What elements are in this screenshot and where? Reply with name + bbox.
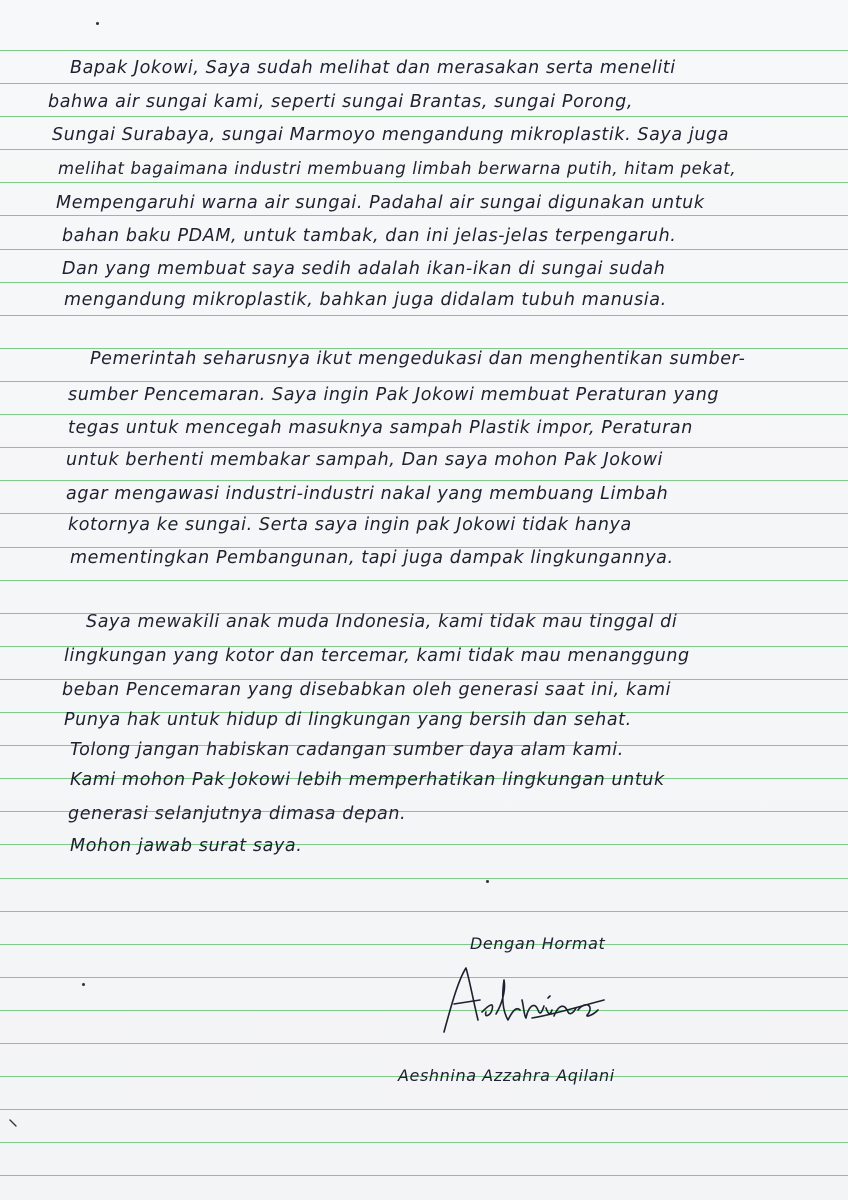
ruled-line	[0, 381, 848, 382]
letter-line: Kami mohon Pak Jokowi lebih memperhatikan lingkungan untuk	[70, 770, 665, 790]
handwritten-signature	[436, 960, 616, 1040]
ruled-line	[0, 878, 848, 879]
letter-line: lingkungan yang kotor dan tercemar, kami tidak mau menanggung	[64, 646, 690, 666]
letter-line: Mempengaruhi warna air sungai. Padahal air sungai digunakan untuk	[56, 193, 705, 213]
ruled-line	[0, 1142, 848, 1143]
paper-speck	[486, 880, 489, 883]
ruled-line	[0, 414, 848, 415]
letter-line: sumber Pencemaran. Saya ingin Pak Jokowi membuat Peraturan yang	[68, 385, 720, 405]
letter-line: Punya hak untuk hidup di lingkungan yang bersih dan sehat.	[64, 710, 632, 730]
ruled-line	[0, 215, 848, 216]
ruled-line	[0, 149, 848, 150]
letter-line: mengandung mikroplastik, bahkan juga didalam tubuh manusia.	[64, 290, 667, 310]
letter-line: agar mengawasi industri-industri nakal yang membuang Limbah	[66, 484, 669, 504]
ruled-line	[0, 83, 848, 84]
ruled-line	[0, 447, 848, 448]
letter-line: Mohon jawab surat saya.	[70, 836, 303, 856]
ruled-line	[0, 1109, 848, 1110]
ruled-line	[0, 1043, 848, 1044]
ruled-line	[0, 480, 848, 481]
letter-line: melihat bagaimana industri membuang limbah berwarna putih, hitam pekat,	[58, 159, 737, 178]
letter-line: mementingkan Pembangunan, tapi juga dampak lingkungannya.	[70, 548, 674, 568]
letter-line: generasi selanjutnya dimasa depan.	[68, 804, 407, 824]
ruled-line	[0, 944, 848, 945]
letter-line: beban Pencemaran yang disebabkan oleh generasi saat ini, kami	[62, 680, 672, 700]
letter-line: Dan yang membuat saya sedih adalah ikan-ikan di sungai sudah	[62, 259, 666, 279]
ruled-line	[0, 513, 848, 514]
letter-line: Bapak Jokowi, Saya sudah melihat dan merasakan serta meneliti	[70, 58, 676, 78]
ruled-line	[0, 182, 848, 183]
ruled-line	[0, 1175, 848, 1176]
letter-line: Tolong jangan habiskan cadangan sumber daya alam kami.	[70, 740, 624, 760]
letter-line: kotornya ke sungai. Serta saya ingin pak Jokowi tidak hanya	[68, 515, 632, 535]
ruled-line	[0, 116, 848, 117]
ruled-line	[0, 1010, 848, 1011]
paper-speck	[82, 983, 85, 986]
letter-line: Saya mewakili anak muda Indonesia, kami tidak mau tinggal di	[86, 612, 678, 632]
margin-mark	[8, 1118, 20, 1132]
ruled-line	[0, 249, 848, 250]
closing-greeting: Dengan Hormat	[470, 934, 606, 953]
ruled-line	[0, 977, 848, 978]
letter-line: bahwa air sungai kami, seperti sungai Brantas, sungai Porong,	[48, 92, 634, 112]
paper-speck	[96, 22, 99, 25]
letter-line: tegas untuk mencegah masuknya sampah Plastik impor, Peraturan	[68, 418, 693, 438]
letter-line: Sungai Surabaya, sungai Marmoyo mengandung mikroplastik. Saya juga	[52, 125, 730, 145]
ruled-line	[0, 580, 848, 581]
signer-name: Aeshnina Azzahra Aqilani	[398, 1066, 615, 1085]
ruled-line	[0, 50, 848, 51]
ruled-line	[0, 315, 848, 316]
ruled-line	[0, 911, 848, 912]
letter-line: bahan baku PDAM, untuk tambak, dan ini jelas-jelas terpengaruh.	[62, 226, 677, 246]
ruled-line	[0, 282, 848, 283]
letter-line: untuk berhenti membakar sampah, Dan saya mohon Pak Jokowi	[66, 450, 663, 470]
letter-line: Pemerintah seharusnya ikut mengedukasi dan menghentikan sumber-	[90, 349, 746, 369]
